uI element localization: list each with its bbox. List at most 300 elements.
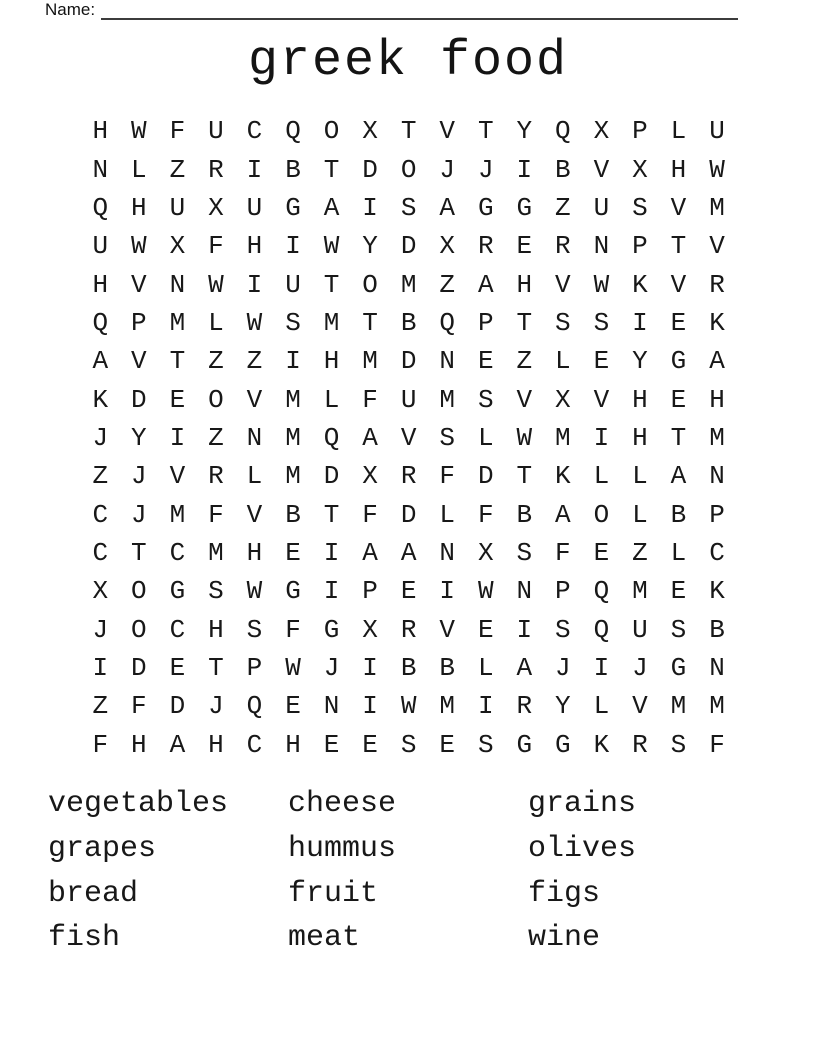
grid-cell-r5-c4: W	[208, 269, 224, 300]
grid-cell-r4-c15: P	[632, 231, 648, 262]
word-list-column-2	[288, 782, 396, 961]
grid-cell-r16-c15: V	[632, 691, 648, 722]
grid-cell-r11-c10: L	[439, 499, 455, 530]
grid-cell-r4-c11: R	[477, 231, 494, 262]
grid-cell-r10-c6: M	[285, 461, 301, 492]
grid-cell-r12-c11: X	[477, 537, 494, 568]
grid-cell-r2-c16: H	[670, 154, 687, 185]
word-item-fruit: fruit	[288, 876, 379, 911]
grid-cell-r11-c12: B	[516, 499, 533, 530]
grid-cell-r5-c11: A	[477, 269, 494, 300]
word-item-olives: olives	[528, 831, 637, 866]
grid-cell-r3-c9: S	[400, 192, 417, 223]
grid-cell-r3-c15: S	[632, 192, 648, 223]
grid-cell-r13-c13: P	[555, 576, 571, 607]
grid-cell-r8-c3: E	[169, 384, 186, 415]
grid-cell-r10-c5: L	[246, 461, 263, 492]
grid-cell-r6-c9: B	[400, 307, 417, 338]
name-label: Name:	[45, 0, 96, 19]
grid-cell-r2-c1: N	[92, 154, 109, 185]
grid-cell-r9-c13: M	[555, 422, 571, 453]
grid-cell-r1-c17: U	[709, 116, 725, 147]
grid-cell-r4-c1: U	[92, 231, 109, 262]
grid-cell-r14-c14: Q	[593, 614, 610, 645]
grid-cell-r14-c7: G	[323, 614, 340, 645]
grid-cell-r15-c6: W	[285, 652, 301, 683]
word-list-column-1	[48, 782, 228, 961]
grid-cell-r9-c6: M	[285, 422, 301, 453]
grid-cell-r8-c10: M	[439, 384, 455, 415]
grid-cell-r11-c4: F	[208, 499, 224, 530]
grid-cell-r5-c3: N	[169, 269, 186, 300]
grid-cell-r9-c4: Z	[208, 422, 224, 453]
grid-cell-r8-c9: U	[400, 384, 417, 415]
grid-cell-r1-c2: W	[131, 116, 147, 147]
grid-cell-r7-c1: A	[92, 346, 109, 377]
grid-cell-r8-c4: O	[208, 384, 224, 415]
grid-cell-r13-c16: E	[670, 576, 687, 607]
grid-cell-r15-c3: E	[169, 652, 186, 683]
grid-cell-r11-c11: F	[477, 499, 494, 530]
grid-cell-r7-c3: T	[169, 346, 186, 377]
grid-cell-r3-c5: U	[246, 192, 263, 223]
grid-cell-r14-c17: B	[709, 614, 725, 645]
grid-cell-r16-c7: N	[323, 691, 340, 722]
grid-cell-r14-c2: O	[131, 614, 147, 645]
grid-cell-r12-c2: T	[131, 537, 147, 568]
grid-cell-r9-c5: N	[246, 422, 263, 453]
grid-cell-r17-c7: E	[323, 729, 340, 760]
grid-cell-r7-c7: H	[323, 346, 340, 377]
grid-cell-r5-c2: V	[131, 269, 147, 300]
grid-cell-r16-c1: Z	[92, 691, 109, 722]
grid-cell-r5-c10: Z	[439, 269, 455, 300]
grid-cell-r11-c16: B	[670, 499, 687, 530]
grid-cell-r1-c6: Q	[285, 116, 301, 147]
grid-cell-r12-c3: C	[169, 537, 186, 568]
grid-cell-r4-c14: N	[593, 231, 610, 262]
grid-cell-r3-c16: V	[670, 192, 687, 223]
grid-cell-r13-c2: O	[131, 576, 147, 607]
grid-cell-r6-c7: M	[323, 307, 340, 338]
grid-cell-r15-c1: I	[92, 652, 109, 683]
grid-cell-r13-c10: I	[439, 576, 455, 607]
grid-cell-r6-c14: S	[593, 307, 610, 338]
grid-cell-r9-c1: J	[92, 422, 109, 453]
grid-cell-r13-c1: X	[92, 576, 109, 607]
grid-cell-r6-c11: P	[477, 307, 494, 338]
grid-cell-r13-c14: Q	[593, 576, 610, 607]
grid-cell-r8-c5: V	[246, 384, 263, 415]
grid-cell-r4-c17: V	[709, 231, 725, 262]
grid-cell-r3-c11: G	[477, 192, 494, 223]
grid-cell-r5-c9: M	[400, 269, 417, 300]
grid-cell-r11-c14: O	[593, 499, 610, 530]
grid-cell-r8-c14: V	[593, 384, 610, 415]
grid-cell-r11-c7: T	[323, 499, 340, 530]
grid-cell-r7-c5: Z	[246, 346, 263, 377]
grid-cell-r17-c11: S	[477, 729, 494, 760]
grid-cell-r10-c1: Z	[92, 461, 109, 492]
word-item-grapes: grapes	[48, 831, 157, 866]
grid-cell-r10-c3: V	[169, 461, 186, 492]
grid-cell-r11-c5: V	[246, 499, 263, 530]
grid-cell-r17-c6: H	[285, 729, 301, 760]
grid-cell-r6-c15: I	[632, 307, 648, 338]
grid-cell-r9-c17: M	[709, 422, 725, 453]
grid-cell-r8-c6: M	[285, 384, 301, 415]
grid-cell-r11-c2: J	[131, 499, 147, 530]
grid-cell-r10-c12: T	[516, 461, 533, 492]
word-item-bread: bread	[48, 876, 139, 911]
grid-cell-r4-c6: I	[285, 231, 301, 262]
grid-cell-r11-c6: B	[285, 499, 301, 530]
grid-cell-r5-c1: H	[92, 269, 109, 300]
grid-cell-r3-c4: X	[208, 192, 224, 223]
grid-cell-r12-c12: S	[516, 537, 533, 568]
grid-cell-r3-c2: H	[131, 192, 147, 223]
grid-cell-r16-c9: W	[400, 691, 417, 722]
grid-cell-r11-c15: L	[632, 499, 648, 530]
grid-cell-r2-c3: Z	[169, 154, 186, 185]
grid-cell-r2-c4: R	[208, 154, 224, 185]
grid-cell-r16-c5: Q	[246, 691, 263, 722]
word-item-cheese: cheese	[288, 787, 397, 821]
grid-cell-r5-c7: T	[323, 269, 340, 300]
grid-cell-r15-c2: D	[131, 652, 147, 683]
grid-cell-r9-c12: W	[516, 422, 533, 453]
grid-cell-r3-c3: U	[169, 192, 186, 223]
grid-cell-r4-c5: H	[246, 231, 263, 262]
grid-cell-r13-c5: W	[246, 576, 263, 607]
grid-cell-r8-c8: F	[362, 384, 378, 415]
grid-cell-r6-c5: W	[246, 307, 263, 338]
grid-cell-r7-c11: E	[477, 346, 494, 377]
grid-cell-r2-c17: W	[709, 154, 725, 185]
grid-cell-r4-c16: T	[670, 231, 687, 262]
grid-cell-r16-c10: M	[439, 691, 455, 722]
grid-cell-r4-c13: R	[555, 231, 571, 262]
grid-cell-r7-c2: V	[131, 346, 147, 377]
grid-cell-r5-c6: U	[285, 269, 301, 300]
grid-cell-r3-c13: Z	[555, 192, 571, 223]
grid-cell-r10-c2: J	[131, 461, 147, 492]
grid-cell-r6-c1: Q	[92, 307, 109, 338]
grid-cell-r9-c15: H	[632, 422, 648, 453]
grid-cell-r3-c6: G	[285, 192, 301, 223]
grid-cell-r1-c10: V	[439, 116, 455, 147]
grid-cell-r8-c12: V	[516, 384, 533, 415]
grid-cell-r17-c2: H	[131, 729, 147, 760]
grid-cell-r6-c2: P	[131, 307, 147, 338]
grid-cell-r4-c9: D	[400, 231, 417, 262]
grid-cell-r13-c9: E	[400, 576, 417, 607]
grid-cell-r13-c4: S	[208, 576, 224, 607]
grid-cell-r12-c17: C	[709, 537, 725, 568]
grid-cell-r17-c16: S	[670, 729, 687, 760]
grid-cell-r14-c10: V	[439, 614, 455, 645]
grid-cell-r2-c13: B	[555, 154, 571, 185]
grid-cell-r2-c2: L	[131, 154, 147, 185]
grid-cell-r6-c12: T	[516, 307, 533, 338]
grid-cell-r8-c2: D	[131, 384, 147, 415]
grid-cell-r12-c6: E	[285, 537, 301, 568]
grid-cell-r12-c13: F	[555, 537, 571, 568]
grid-cell-r10-c9: R	[400, 461, 417, 492]
grid-cell-r17-c14: K	[593, 729, 610, 760]
grid-cell-r8-c1: K	[92, 384, 109, 415]
grid-cell-r5-c15: K	[632, 269, 648, 300]
grid-cell-r15-c12: A	[516, 652, 533, 683]
grid-cell-r8-c16: E	[670, 384, 687, 415]
grid-cell-r17-c13: G	[555, 729, 571, 760]
grid-cell-r2-c9: O	[400, 154, 417, 185]
word-list	[48, 782, 788, 972]
grid-cell-r13-c11: W	[477, 576, 494, 607]
word-item-figs: figs	[528, 876, 601, 911]
grid-cell-r3-c12: G	[516, 192, 533, 223]
grid-cell-r2-c6: B	[285, 154, 301, 185]
grid-cell-r3-c10: A	[439, 192, 455, 223]
grid-cell-r12-c16: L	[670, 537, 687, 568]
grid-cell-r7-c10: N	[439, 346, 455, 377]
grid-cell-r14-c11: E	[477, 614, 494, 645]
grid-cell-r15-c10: B	[439, 652, 455, 683]
grid-cell-r6-c13: S	[555, 307, 571, 338]
grid-cell-r16-c2: F	[131, 691, 147, 722]
grid-cell-r1-c14: X	[593, 116, 610, 147]
grid-cell-r13-c6: G	[285, 576, 301, 607]
grid-cell-r16-c17: M	[709, 691, 725, 722]
grid-cell-r16-c8: I	[362, 691, 378, 722]
grid-cell-r14-c8: X	[362, 614, 378, 645]
grid-cell-r7-c15: Y	[632, 346, 648, 377]
grid-cell-r5-c16: V	[670, 269, 687, 300]
grid-cell-r15-c8: I	[362, 652, 378, 683]
grid-cell-r8-c11: S	[477, 384, 494, 415]
grid-cell-r15-c4: T	[208, 652, 224, 683]
grid-cell-r8-c17: H	[709, 384, 725, 415]
grid-cell-r1-c5: C	[246, 116, 263, 147]
grid-cell-r9-c16: T	[670, 422, 687, 453]
grid-cell-r7-c16: G	[670, 346, 687, 377]
grid-cell-r11-c1: C	[92, 499, 109, 530]
grid-cell-r12-c8: A	[362, 537, 378, 568]
grid-cell-r10-c7: D	[323, 461, 340, 492]
grid-cell-r4-c12: E	[516, 231, 533, 262]
grid-cell-r15-c17: N	[709, 652, 725, 683]
grid-cell-r11-c3: M	[169, 499, 186, 530]
grid-cell-r12-c7: I	[323, 537, 340, 568]
word-search-grid	[81, 112, 736, 764]
word-item-hummus: hummus	[288, 831, 397, 866]
grid-cell-r14-c9: R	[400, 614, 417, 645]
grid-cell-r13-c17: K	[709, 576, 725, 607]
grid-cell-r9-c2: Y	[131, 422, 147, 453]
grid-cell-r9-c7: Q	[323, 422, 340, 453]
grid-cell-r15-c11: L	[477, 652, 494, 683]
grid-cell-r5-c14: W	[593, 269, 610, 300]
grid-cell-r12-c9: A	[400, 537, 417, 568]
grid-cell-r4-c8: Y	[362, 231, 378, 262]
grid-cell-r13-c3: G	[169, 576, 186, 607]
grid-cell-r4-c2: W	[131, 231, 147, 262]
grid-cell-r17-c4: H	[208, 729, 224, 760]
grid-cell-r1-c8: X	[362, 116, 378, 147]
grid-cell-r6-c4: L	[208, 307, 224, 338]
grid-cell-r1-c12: Y	[516, 116, 533, 147]
grid-cell-r10-c16: A	[670, 461, 687, 492]
grid-cell-r12-c15: Z	[632, 537, 648, 568]
grid-cell-r15-c16: G	[670, 652, 687, 683]
grid-cell-r12-c10: N	[439, 537, 455, 568]
grid-cell-r14-c6: F	[285, 614, 301, 645]
grid-cell-r5-c13: V	[555, 269, 571, 300]
grid-cell-r15-c5: P	[246, 652, 263, 683]
grid-cell-r13-c8: P	[362, 576, 378, 607]
grid-cell-r14-c1: J	[92, 614, 109, 645]
word-item-grains: grains	[528, 787, 637, 821]
word-item-fish: fish	[48, 921, 121, 956]
grid-cell-r12-c14: E	[593, 537, 610, 568]
grid-cell-r5-c17: R	[709, 269, 725, 300]
grid-cell-r6-c8: T	[362, 307, 378, 338]
grid-cell-r8-c13: X	[555, 384, 571, 415]
grid-cell-r1-c15: P	[632, 116, 648, 147]
grid-cell-r17-c1: F	[92, 729, 109, 760]
grid-cell-r2-c11: J	[477, 154, 494, 185]
grid-cell-r10-c8: X	[362, 461, 378, 492]
grid-cell-r3-c17: M	[709, 192, 725, 223]
grid-cell-r12-c5: H	[246, 537, 263, 568]
grid-cell-r4-c4: F	[208, 231, 224, 262]
grid-cell-r9-c3: I	[169, 422, 186, 453]
grid-cell-r15-c15: J	[632, 652, 648, 683]
grid-cell-r1-c1: H	[92, 116, 109, 147]
grid-cell-r16-c4: J	[208, 691, 224, 722]
grid-cell-r8-c7: L	[323, 384, 340, 415]
name-field-row	[45, 0, 738, 20]
grid-cell-r16-c11: I	[477, 691, 494, 722]
grid-cell-r17-c10: E	[439, 729, 455, 760]
grid-cell-r11-c13: A	[555, 499, 571, 530]
grid-cell-r17-c8: E	[362, 729, 378, 760]
grid-cell-r4-c7: W	[323, 231, 340, 262]
grid-cell-r14-c15: U	[632, 614, 648, 645]
grid-cell-r3-c14: U	[593, 192, 610, 223]
grid-cell-r14-c12: I	[516, 614, 533, 645]
grid-cell-r17-c3: A	[169, 729, 186, 760]
grid-cell-r10-c10: F	[439, 461, 455, 492]
grid-cell-r10-c14: L	[593, 461, 610, 492]
grid-cell-r5-c12: H	[516, 269, 533, 300]
grid-cell-r1-c9: T	[400, 116, 417, 147]
grid-cell-r1-c13: Q	[555, 116, 571, 147]
grid-cell-r1-c3: F	[169, 116, 186, 147]
grid-cell-r4-c10: X	[439, 231, 455, 262]
grid-cell-r7-c12: Z	[516, 346, 533, 377]
grid-cell-r10-c13: K	[555, 461, 571, 492]
grid-cell-r14-c16: S	[670, 614, 687, 645]
grid-cell-r7-c8: M	[362, 346, 378, 377]
grid-cell-r15-c14: I	[593, 652, 610, 683]
word-list-column-3	[528, 782, 636, 961]
grid-cell-r17-c9: S	[400, 729, 417, 760]
grid-cell-r12-c1: C	[92, 537, 109, 568]
word-item-vegetables: vegetables	[48, 787, 229, 821]
grid-cell-r16-c14: L	[593, 691, 610, 722]
grid-cell-r2-c15: X	[632, 154, 648, 185]
grid-cell-r7-c4: Z	[208, 346, 224, 377]
grid-cell-r11-c9: D	[400, 499, 417, 530]
grid-cell-r16-c6: E	[285, 691, 301, 722]
grid-cell-r1-c11: T	[477, 116, 494, 147]
grid-cell-r10-c17: N	[709, 461, 725, 492]
grid-cell-r7-c14: E	[593, 346, 610, 377]
grid-cell-r6-c16: E	[670, 307, 687, 338]
grid-cell-r9-c14: I	[593, 422, 610, 453]
grid-cell-r5-c8: O	[362, 269, 378, 300]
grid-cell-r10-c4: R	[208, 461, 224, 492]
grid-cell-r14-c5: S	[246, 614, 263, 645]
grid-cell-r9-c11: L	[477, 422, 494, 453]
grid-cell-r7-c9: D	[400, 346, 417, 377]
grid-cell-r17-c17: F	[709, 729, 725, 760]
grid-cell-r6-c10: Q	[439, 307, 455, 338]
grid-cell-r11-c8: F	[362, 499, 378, 530]
grid-cell-r13-c12: N	[516, 576, 533, 607]
grid-cell-r10-c15: L	[632, 461, 648, 492]
grid-cell-r15-c13: J	[555, 652, 571, 683]
grid-cell-r17-c12: G	[516, 729, 533, 760]
grid-cell-r4-c3: X	[169, 231, 186, 262]
grid-cell-r6-c17: K	[709, 307, 725, 338]
grid-cell-r16-c12: R	[516, 691, 533, 722]
name-blank-line	[101, 2, 738, 20]
grid-cell-r2-c7: T	[323, 154, 340, 185]
grid-cell-r16-c13: Y	[555, 691, 571, 722]
word-item-meat: meat	[288, 921, 361, 956]
grid-cell-r12-c4: M	[208, 537, 224, 568]
grid-cell-r5-c5: I	[246, 269, 263, 300]
grid-cell-r15-c9: B	[400, 652, 417, 683]
grid-cell-r3-c1: Q	[92, 192, 109, 223]
grid-cell-r2-c10: J	[439, 154, 455, 185]
grid-cell-r9-c8: A	[362, 422, 378, 453]
grid-cell-r2-c5: I	[246, 154, 263, 185]
grid-cell-r11-c17: P	[709, 499, 725, 530]
grid-cell-r9-c9: V	[400, 422, 417, 453]
grid-cell-r15-c7: J	[323, 652, 340, 683]
grid-cell-r2-c14: V	[593, 154, 610, 185]
grid-cell-r2-c12: I	[516, 154, 533, 185]
puzzle-title: greek food	[247, 33, 569, 90]
word-item-wine: wine	[528, 921, 601, 956]
grid-cell-r16-c16: M	[670, 691, 687, 722]
grid-cell-r7-c6: I	[285, 346, 301, 377]
grid-cell-r14-c4: H	[208, 614, 224, 645]
grid-cell-r1-c7: O	[323, 116, 340, 147]
grid-cell-r14-c3: C	[169, 614, 186, 645]
grid-cell-r13-c7: I	[323, 576, 340, 607]
grid-cell-r1-c16: L	[670, 116, 687, 147]
grid-cell-r10-c11: D	[477, 461, 494, 492]
grid-cell-r8-c15: H	[632, 384, 648, 415]
grid-cell-r3-c8: I	[362, 192, 378, 223]
grid-cell-r6-c6: S	[285, 307, 301, 338]
grid-cell-r17-c5: C	[246, 729, 263, 760]
grid-cell-r13-c15: M	[632, 576, 648, 607]
